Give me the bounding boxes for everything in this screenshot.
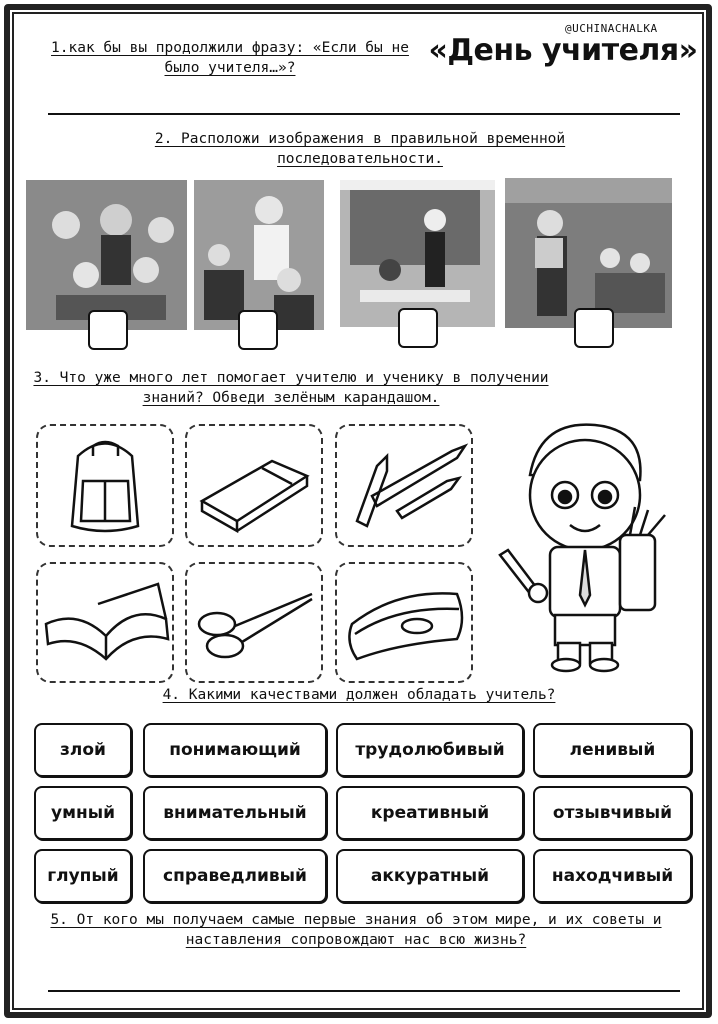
quality-card[interactable]: аккуратный — [336, 849, 524, 903]
painting-village-school — [505, 178, 672, 328]
cartoon-boy-icon — [490, 415, 690, 680]
eraser-icon — [187, 426, 321, 545]
photo-soviet-classroom-icon — [194, 180, 324, 330]
item-pencil-case[interactable] — [335, 562, 473, 683]
page-title: «День учителя» — [428, 33, 698, 68]
cartoon-boy-with-pencils — [490, 415, 690, 680]
quality-card[interactable]: ленивый — [533, 723, 692, 777]
question-5: 5. От кого мы получаем самые первые знания об этом мире, и их советы и наставления сопровождают нас всю жизнь? — [50, 912, 662, 948]
item-backpack[interactable] — [36, 424, 174, 547]
question-1: 1.как бы вы продолжили фразу: «Если бы не было учителя…»? — [51, 40, 409, 76]
quality-card[interactable]: креативный — [336, 786, 524, 840]
painting-village-school-icon — [505, 178, 672, 328]
quality-card[interactable]: справедливый — [143, 849, 327, 903]
photo-soviet-classroom — [194, 180, 324, 330]
quality-card[interactable]: умный — [34, 786, 132, 840]
scissors-icon — [187, 564, 321, 681]
backpack-icon — [38, 426, 172, 545]
photo-modern-classroom — [340, 180, 495, 327]
book-icon — [38, 564, 172, 681]
order-box-4[interactable] — [574, 308, 614, 348]
order-box-1[interactable] — [88, 310, 128, 350]
question-4: 4. Какими качествами должен обладать учитель? — [162, 687, 556, 703]
question-2: 2. Расположи изображения в правильной временной последовательности. — [154, 131, 566, 167]
pencils-icon — [337, 426, 471, 545]
brand-watermark: @UCHINACHALKA — [565, 22, 658, 35]
question-3: 3. Что уже много лет помогает учителю и ученику в получении знаний? Обведи зелёным карандашом. — [33, 370, 549, 406]
quality-card[interactable]: внимательный — [143, 786, 327, 840]
quality-card[interactable]: отзывчивый — [533, 786, 692, 840]
quality-card[interactable]: находчивый — [533, 849, 692, 903]
order-box-3[interactable] — [398, 308, 438, 348]
answer-line-1 — [48, 113, 680, 115]
quality-card[interactable]: трудолюбивый — [336, 723, 524, 777]
quality-card[interactable]: злой — [34, 723, 132, 777]
order-box-2[interactable] — [238, 310, 278, 350]
item-pencils[interactable] — [335, 424, 473, 547]
photo-modern-classroom-icon — [340, 180, 495, 327]
item-scissors[interactable] — [185, 562, 323, 683]
quality-card[interactable]: понимающий — [143, 723, 327, 777]
item-eraser[interactable] — [185, 424, 323, 547]
quality-card[interactable]: глупый — [34, 849, 132, 903]
painting-teacher-with-children — [26, 180, 187, 330]
pencil-case-icon — [337, 564, 471, 681]
painting-teacher-with-children-icon — [26, 180, 187, 330]
item-book[interactable] — [36, 562, 174, 683]
answer-line-5 — [48, 990, 680, 992]
